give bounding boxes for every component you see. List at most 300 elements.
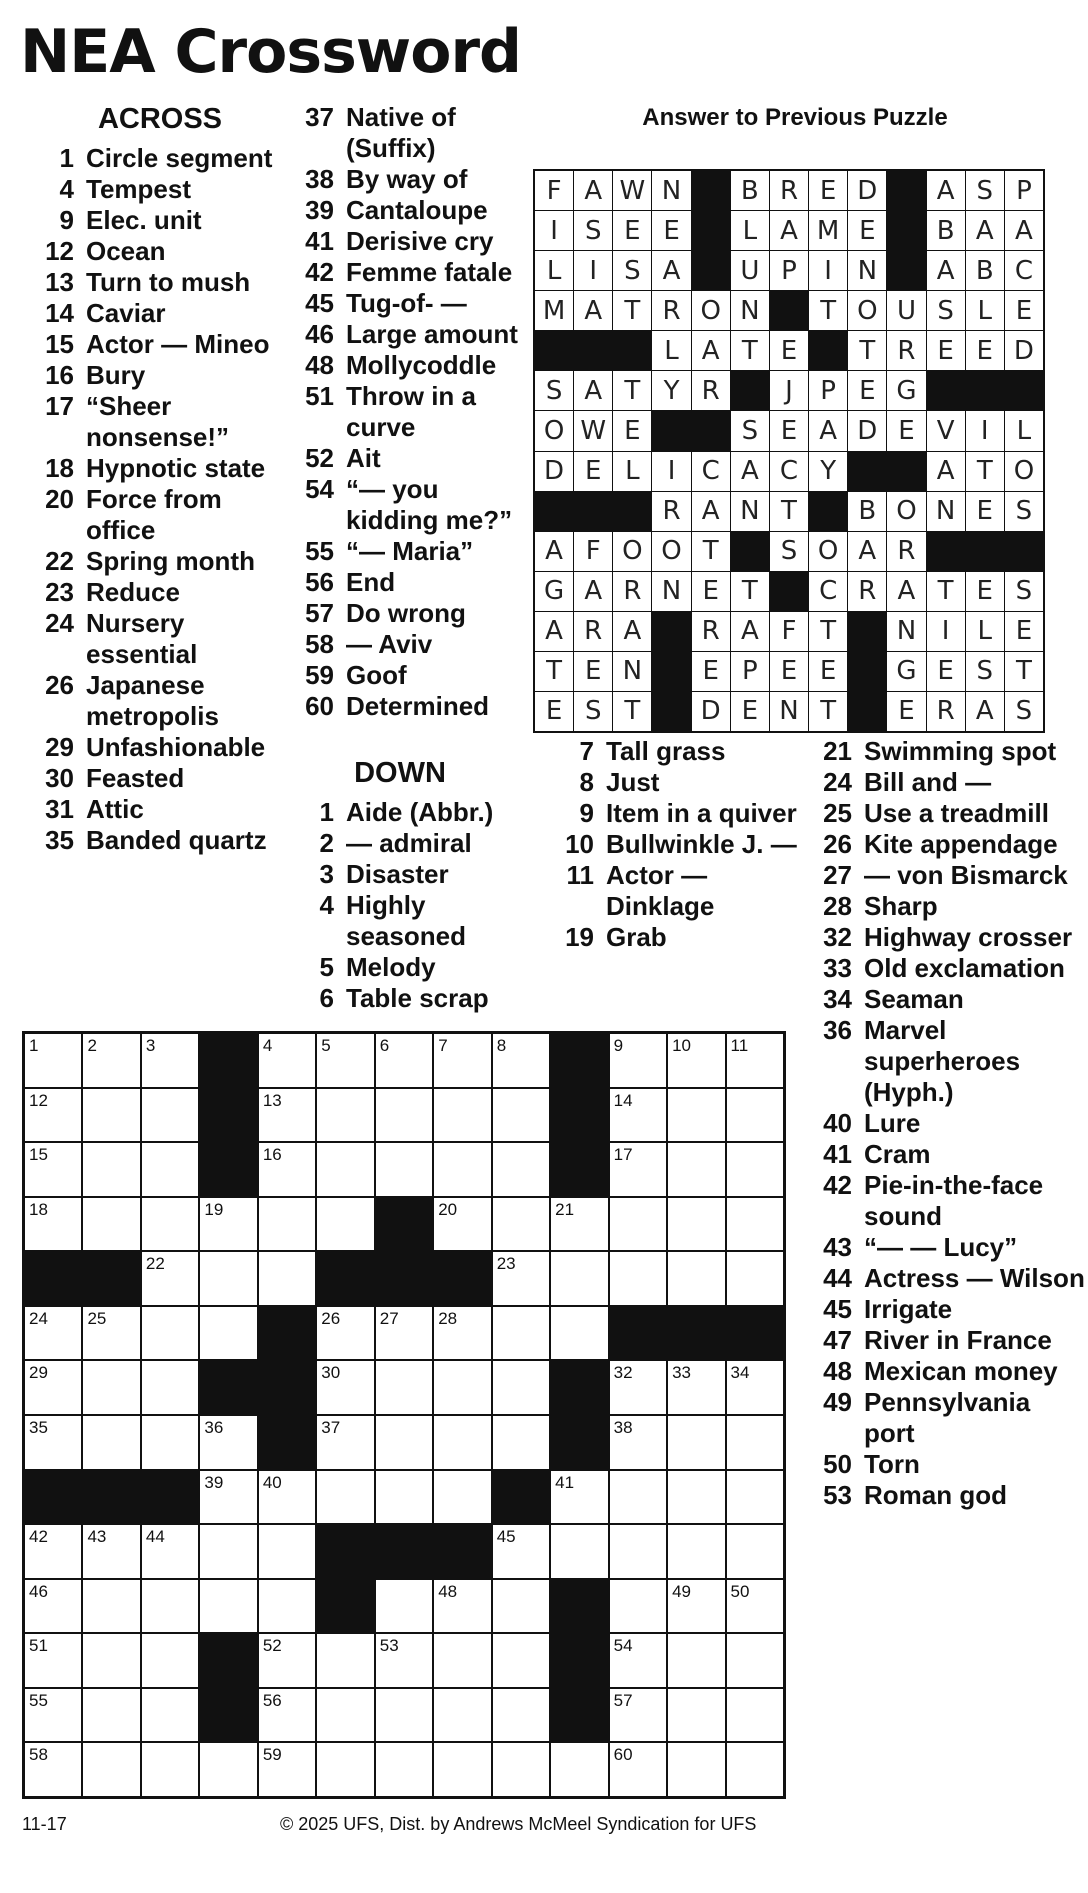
clue-number: 7 bbox=[579, 736, 594, 766]
grid-cell[interactable] bbox=[610, 1143, 666, 1196]
answer-letter-cell: N bbox=[770, 692, 808, 731]
down-clues-col2 bbox=[548, 736, 808, 953]
black-square bbox=[551, 1689, 607, 1742]
grid-cell[interactable] bbox=[142, 1143, 198, 1196]
answer-letter-cell: T bbox=[966, 452, 1004, 491]
grid-cell[interactable] bbox=[668, 1416, 724, 1469]
grid-cell[interactable] bbox=[200, 1416, 256, 1469]
clue-text: Disaster bbox=[346, 859, 449, 889]
grid-cell[interactable] bbox=[727, 1689, 783, 1742]
grid-cell[interactable] bbox=[317, 1634, 373, 1687]
clue-text: “— you kidding me?” bbox=[346, 474, 513, 535]
clue-text: Femme fatale bbox=[346, 257, 513, 287]
cell-number: 8 bbox=[496, 1036, 507, 1055]
grid-cell[interactable] bbox=[727, 1143, 783, 1196]
grid-cell[interactable] bbox=[668, 1252, 724, 1305]
grid-cell[interactable] bbox=[493, 1143, 549, 1196]
grid-cell[interactable] bbox=[551, 1471, 607, 1524]
clue-item[interactable] bbox=[288, 288, 538, 319]
answer-letter-cell: P bbox=[731, 652, 769, 691]
clue-number: 59 bbox=[305, 660, 334, 690]
grid-cell[interactable] bbox=[259, 1143, 315, 1196]
clue-item[interactable] bbox=[806, 1263, 1086, 1294]
grid-cell[interactable] bbox=[317, 1689, 373, 1742]
answer-letter-cell: I bbox=[927, 612, 965, 651]
grid-cell[interactable] bbox=[376, 1143, 432, 1196]
clue-item[interactable] bbox=[288, 983, 538, 1014]
clue-text: Actress — Wilson bbox=[864, 1263, 1085, 1293]
grid-cell[interactable] bbox=[668, 1143, 724, 1196]
grid-cell[interactable] bbox=[259, 1689, 315, 1742]
grid-cell[interactable] bbox=[610, 1689, 666, 1742]
grid-cell[interactable] bbox=[434, 1034, 490, 1087]
answer-letter-cell: S bbox=[731, 411, 769, 450]
grid-cell[interactable] bbox=[610, 1634, 666, 1687]
grid-cell[interactable] bbox=[551, 1525, 607, 1578]
answer-letter-cell: E bbox=[613, 211, 651, 250]
clue-item[interactable] bbox=[806, 1480, 1086, 1511]
clue-number: 12 bbox=[45, 236, 74, 266]
grid-cell[interactable] bbox=[610, 1361, 666, 1414]
grid-cell[interactable] bbox=[493, 1034, 549, 1087]
clue-item[interactable] bbox=[548, 922, 808, 953]
clue-number: 13 bbox=[45, 267, 74, 297]
clue-number: 4 bbox=[59, 174, 74, 204]
grid-cell[interactable] bbox=[317, 1307, 373, 1360]
grid-cell[interactable] bbox=[142, 1525, 198, 1578]
grid-cell[interactable] bbox=[434, 1471, 490, 1524]
clue-text: Native of (Suffix) bbox=[346, 102, 456, 163]
grid-cell[interactable] bbox=[83, 1743, 139, 1796]
clue-item[interactable] bbox=[288, 952, 538, 983]
clue-item[interactable] bbox=[806, 953, 1086, 984]
grid-cell[interactable] bbox=[376, 1034, 432, 1087]
grid-cell[interactable] bbox=[668, 1089, 724, 1142]
clue-item[interactable] bbox=[806, 1294, 1086, 1325]
grid-cell[interactable] bbox=[83, 1416, 139, 1469]
answer-black-square bbox=[692, 171, 730, 210]
grid-cell[interactable] bbox=[25, 1525, 81, 1578]
answer-letter-cell: L bbox=[613, 452, 651, 491]
clue-item[interactable] bbox=[28, 763, 298, 794]
grid-cell[interactable] bbox=[376, 1416, 432, 1469]
answer-letter-cell: O bbox=[1005, 452, 1043, 491]
grid-cell[interactable] bbox=[493, 1361, 549, 1414]
clue-item[interactable] bbox=[806, 1387, 1086, 1449]
black-square bbox=[551, 1634, 607, 1687]
grid-cell[interactable] bbox=[610, 1252, 666, 1305]
clue-item[interactable] bbox=[28, 205, 298, 236]
clue-item[interactable] bbox=[548, 736, 808, 767]
grid-cell[interactable] bbox=[142, 1580, 198, 1633]
grid-cell[interactable] bbox=[83, 1198, 139, 1251]
answer-black-square bbox=[652, 692, 690, 731]
grid-cell[interactable] bbox=[142, 1034, 198, 1087]
clue-item[interactable] bbox=[28, 577, 298, 608]
grid-cell[interactable] bbox=[610, 1743, 666, 1796]
grid-cell[interactable] bbox=[376, 1089, 432, 1142]
grid-cell[interactable] bbox=[493, 1089, 549, 1142]
clue-item[interactable] bbox=[288, 859, 538, 890]
grid-cell[interactable] bbox=[376, 1361, 432, 1414]
grid-cell[interactable] bbox=[142, 1089, 198, 1142]
clue-item[interactable] bbox=[806, 1325, 1086, 1356]
grid-cell[interactable] bbox=[83, 1634, 139, 1687]
clue-item[interactable] bbox=[288, 319, 538, 350]
cell-number: 48 bbox=[438, 1581, 458, 1601]
grid-cell[interactable] bbox=[25, 1416, 81, 1469]
clue-item[interactable] bbox=[288, 567, 538, 598]
clue-number: 10 bbox=[565, 829, 594, 859]
clue-text: Marvel superheroes (Hyph.) bbox=[864, 1015, 1021, 1107]
answer-black-square bbox=[887, 171, 925, 210]
answer-letter-cell: P bbox=[1005, 171, 1043, 210]
grid-cell[interactable] bbox=[727, 1580, 783, 1633]
answer-letter-cell: E bbox=[692, 652, 730, 691]
answer-black-square bbox=[927, 371, 965, 410]
grid-cell[interactable] bbox=[259, 1089, 315, 1142]
grid-cell[interactable] bbox=[376, 1580, 432, 1633]
clue-item[interactable] bbox=[28, 174, 298, 205]
grid-cell[interactable] bbox=[668, 1634, 724, 1687]
clue-item[interactable] bbox=[548, 829, 808, 860]
grid-cell[interactable] bbox=[25, 1307, 81, 1360]
clue-item[interactable] bbox=[288, 102, 538, 164]
clue-item[interactable] bbox=[28, 608, 298, 670]
grid-cell[interactable] bbox=[200, 1252, 256, 1305]
grid-cell[interactable] bbox=[142, 1689, 198, 1742]
grid-cell[interactable] bbox=[83, 1307, 139, 1360]
grid-cell[interactable] bbox=[434, 1416, 490, 1469]
answer-letter-cell: G bbox=[535, 572, 573, 611]
clue-item[interactable] bbox=[28, 453, 298, 484]
clue-item[interactable] bbox=[806, 1139, 1086, 1170]
clue-item[interactable] bbox=[806, 1170, 1086, 1232]
grid-cell[interactable] bbox=[259, 1252, 315, 1305]
grid-cell[interactable] bbox=[259, 1580, 315, 1633]
grid-cell[interactable] bbox=[727, 1034, 783, 1087]
clue-item[interactable] bbox=[806, 736, 1086, 767]
grid-cell[interactable] bbox=[317, 1416, 373, 1469]
grid-cell[interactable] bbox=[727, 1743, 783, 1796]
grid-cell[interactable] bbox=[142, 1634, 198, 1687]
clue-item[interactable] bbox=[28, 794, 298, 825]
clue-item[interactable] bbox=[288, 660, 538, 691]
answer-letter-cell: A bbox=[966, 211, 1004, 250]
clue-number: 2 bbox=[319, 828, 334, 858]
grid-cell[interactable] bbox=[493, 1198, 549, 1251]
answer-black-square bbox=[574, 492, 612, 531]
clue-item[interactable] bbox=[288, 828, 538, 859]
cell-number: 46 bbox=[29, 1581, 48, 1601]
clue-item[interactable] bbox=[28, 267, 298, 298]
clue-item[interactable] bbox=[806, 891, 1086, 922]
grid-cell[interactable] bbox=[610, 1580, 666, 1633]
grid-cell[interactable] bbox=[727, 1089, 783, 1142]
clue-number: 50 bbox=[823, 1449, 852, 1479]
grid-cell[interactable] bbox=[610, 1471, 666, 1524]
grid-cell[interactable] bbox=[25, 1034, 81, 1087]
across-clues-col2 bbox=[288, 102, 538, 722]
black-square bbox=[376, 1525, 432, 1578]
grid-cell[interactable] bbox=[551, 1198, 607, 1251]
grid-cell[interactable] bbox=[668, 1198, 724, 1251]
grid-cell[interactable] bbox=[83, 1361, 139, 1414]
grid-cell[interactable] bbox=[493, 1416, 549, 1469]
answer-letter-cell: I bbox=[652, 452, 690, 491]
clue-item[interactable] bbox=[28, 360, 298, 391]
clue-item[interactable] bbox=[28, 484, 298, 546]
answer-letter-cell: R bbox=[652, 291, 690, 330]
grid-cell[interactable] bbox=[142, 1743, 198, 1796]
grid-cell[interactable] bbox=[83, 1525, 139, 1578]
clue-item[interactable] bbox=[288, 691, 538, 722]
clue-item[interactable] bbox=[548, 860, 808, 922]
clue-item[interactable] bbox=[28, 546, 298, 577]
clue-item[interactable] bbox=[806, 984, 1086, 1015]
cell-number: 41 bbox=[555, 1472, 575, 1492]
clue-item[interactable] bbox=[806, 1015, 1086, 1108]
grid-cell[interactable] bbox=[142, 1252, 198, 1305]
answer-letter-cell: Y bbox=[652, 371, 690, 410]
clue-number: 37 bbox=[305, 102, 334, 132]
clue-text: End bbox=[346, 567, 396, 597]
grid-cell[interactable] bbox=[83, 1034, 139, 1087]
grid-cell[interactable] bbox=[434, 1143, 490, 1196]
grid-cell[interactable] bbox=[259, 1634, 315, 1687]
grid-cell[interactable] bbox=[142, 1361, 198, 1414]
grid-cell[interactable] bbox=[493, 1743, 549, 1796]
grid-cell[interactable] bbox=[668, 1689, 724, 1742]
grid-cell[interactable] bbox=[200, 1580, 256, 1633]
clue-item[interactable] bbox=[806, 1356, 1086, 1387]
answer-letter-cell: I bbox=[574, 251, 612, 290]
grid-cell[interactable] bbox=[25, 1689, 81, 1742]
grid-cell[interactable] bbox=[493, 1580, 549, 1633]
clue-text: Roman god bbox=[864, 1480, 1007, 1510]
answer-letter-cell: R bbox=[692, 371, 730, 410]
grid-cell[interactable] bbox=[610, 1525, 666, 1578]
grid-cell[interactable] bbox=[376, 1689, 432, 1742]
grid-cell[interactable] bbox=[610, 1089, 666, 1142]
clue-item[interactable] bbox=[28, 329, 298, 360]
grid-cell[interactable] bbox=[668, 1361, 724, 1414]
clue-number: 41 bbox=[823, 1139, 852, 1169]
grid-cell[interactable] bbox=[727, 1416, 783, 1469]
grid-cell[interactable] bbox=[493, 1307, 549, 1360]
grid-cell[interactable] bbox=[551, 1252, 607, 1305]
grid-cell[interactable] bbox=[83, 1089, 139, 1142]
clue-number: 41 bbox=[305, 226, 334, 256]
grid-cell[interactable] bbox=[83, 1689, 139, 1742]
grid-cell[interactable] bbox=[610, 1416, 666, 1469]
clue-item[interactable] bbox=[288, 164, 538, 195]
grid-cell[interactable] bbox=[434, 1089, 490, 1142]
grid-cell[interactable] bbox=[317, 1361, 373, 1414]
grid-cell[interactable] bbox=[434, 1361, 490, 1414]
grid-cell[interactable] bbox=[668, 1525, 724, 1578]
clue-text: Force from office bbox=[86, 484, 222, 545]
grid-cell[interactable] bbox=[259, 1034, 315, 1087]
clue-item[interactable] bbox=[288, 195, 538, 226]
grid-cell[interactable] bbox=[668, 1471, 724, 1524]
answer-black-square bbox=[652, 652, 690, 691]
cell-number: 42 bbox=[29, 1527, 48, 1547]
clue-item[interactable] bbox=[288, 629, 538, 660]
clue-text: Large amount bbox=[346, 319, 518, 349]
grid-cell[interactable] bbox=[727, 1361, 783, 1414]
clue-item[interactable] bbox=[806, 860, 1086, 891]
grid-cell[interactable] bbox=[83, 1580, 139, 1633]
clue-item[interactable] bbox=[806, 767, 1086, 798]
clue-text: Throw in a curve bbox=[346, 381, 476, 442]
grid-cell[interactable] bbox=[317, 1471, 373, 1524]
clue-text: Mexican money bbox=[864, 1356, 1058, 1386]
clue-number: 42 bbox=[305, 257, 334, 287]
clue-item[interactable] bbox=[28, 391, 298, 453]
grid-cell[interactable] bbox=[142, 1198, 198, 1251]
black-square bbox=[610, 1307, 666, 1360]
grid-cell[interactable] bbox=[200, 1198, 256, 1251]
answer-letter-cell: L bbox=[1005, 411, 1043, 450]
grid-cell[interactable] bbox=[200, 1307, 256, 1360]
clue-item[interactable] bbox=[288, 381, 538, 443]
grid-cell[interactable] bbox=[493, 1252, 549, 1305]
grid-cell[interactable] bbox=[727, 1252, 783, 1305]
grid-cell[interactable] bbox=[727, 1525, 783, 1578]
clue-item[interactable] bbox=[28, 732, 298, 763]
grid-cell[interactable] bbox=[142, 1416, 198, 1469]
grid-cell[interactable] bbox=[317, 1034, 373, 1087]
grid-cell[interactable] bbox=[25, 1580, 81, 1633]
grid-cell[interactable] bbox=[259, 1743, 315, 1796]
grid-cell[interactable] bbox=[727, 1471, 783, 1524]
grid-cell[interactable] bbox=[376, 1743, 432, 1796]
clue-item[interactable] bbox=[806, 1232, 1086, 1263]
grid-cell[interactable] bbox=[610, 1034, 666, 1087]
grid-cell[interactable] bbox=[200, 1525, 256, 1578]
black-square bbox=[434, 1252, 490, 1305]
grid-cell[interactable] bbox=[434, 1307, 490, 1360]
answer-letter-cell: E bbox=[927, 652, 965, 691]
answer-black-square bbox=[535, 331, 573, 370]
clue-item[interactable] bbox=[28, 670, 298, 732]
answer-black-square bbox=[887, 452, 925, 491]
grid-cell[interactable] bbox=[200, 1743, 256, 1796]
grid-cell[interactable] bbox=[317, 1743, 373, 1796]
grid-cell[interactable] bbox=[727, 1198, 783, 1251]
grid-cell[interactable] bbox=[259, 1471, 315, 1524]
grid-cell[interactable] bbox=[25, 1743, 81, 1796]
grid-cell[interactable] bbox=[434, 1580, 490, 1633]
clue-item[interactable] bbox=[28, 825, 298, 856]
clue-number: 15 bbox=[45, 329, 74, 359]
clue-item[interactable] bbox=[806, 1449, 1086, 1480]
cell-number: 59 bbox=[262, 1745, 282, 1765]
clue-item[interactable] bbox=[806, 829, 1086, 860]
answer-letter-cell: B bbox=[927, 211, 965, 250]
answer-black-square bbox=[770, 291, 808, 330]
grid-cell[interactable] bbox=[727, 1634, 783, 1687]
clue-number: 16 bbox=[45, 360, 74, 390]
grid-cell[interactable] bbox=[668, 1743, 724, 1796]
clue-item[interactable] bbox=[548, 798, 808, 829]
grid-cell[interactable] bbox=[259, 1525, 315, 1578]
grid-cell[interactable] bbox=[610, 1198, 666, 1251]
clue-item[interactable] bbox=[288, 474, 538, 536]
grid-cell[interactable] bbox=[317, 1089, 373, 1142]
grid-cell[interactable] bbox=[434, 1634, 490, 1687]
clue-item[interactable] bbox=[806, 798, 1086, 829]
clue-item[interactable] bbox=[288, 443, 538, 474]
grid-cell[interactable] bbox=[434, 1198, 490, 1251]
clue-item[interactable] bbox=[288, 226, 538, 257]
clue-number: 4 bbox=[319, 890, 334, 920]
grid-cell[interactable] bbox=[668, 1034, 724, 1087]
grid-cell[interactable] bbox=[493, 1525, 549, 1578]
grid-cell[interactable] bbox=[376, 1307, 432, 1360]
grid-cell[interactable] bbox=[259, 1198, 315, 1251]
answer-letter-cell: T bbox=[770, 492, 808, 531]
answer-letter-cell: N bbox=[731, 492, 769, 531]
clue-item[interactable] bbox=[548, 767, 808, 798]
clue-item[interactable] bbox=[806, 1108, 1086, 1139]
clue-item[interactable] bbox=[28, 298, 298, 329]
grid-cell[interactable] bbox=[434, 1689, 490, 1742]
answer-letter-cell: S bbox=[966, 652, 1004, 691]
crossword-grid[interactable] bbox=[22, 1031, 786, 1799]
grid-cell[interactable] bbox=[200, 1471, 256, 1524]
clue-text: Tall grass bbox=[606, 736, 726, 766]
grid-cell[interactable] bbox=[83, 1143, 139, 1196]
grid-cell[interactable] bbox=[376, 1634, 432, 1687]
clue-item[interactable] bbox=[288, 350, 538, 381]
grid-cell[interactable] bbox=[25, 1089, 81, 1142]
answer-letter-cell: I bbox=[535, 211, 573, 250]
clue-item[interactable] bbox=[806, 922, 1086, 953]
clue-number: 8 bbox=[579, 767, 594, 797]
black-square bbox=[434, 1525, 490, 1578]
cell-number: 55 bbox=[29, 1690, 48, 1710]
grid-cell[interactable] bbox=[317, 1143, 373, 1196]
clue-item[interactable] bbox=[28, 236, 298, 267]
clue-text: Banded quartz bbox=[86, 825, 267, 855]
grid-cell[interactable] bbox=[25, 1143, 81, 1196]
clue-item[interactable] bbox=[28, 143, 298, 174]
clue-item[interactable] bbox=[288, 797, 538, 828]
grid-cell[interactable] bbox=[551, 1307, 607, 1360]
clue-item[interactable] bbox=[288, 890, 538, 952]
grid-cell[interactable] bbox=[493, 1634, 549, 1687]
clue-item[interactable] bbox=[288, 598, 538, 629]
clue-item[interactable] bbox=[288, 257, 538, 288]
grid-cell[interactable] bbox=[142, 1307, 198, 1360]
grid-cell[interactable] bbox=[25, 1198, 81, 1251]
clue-item[interactable] bbox=[288, 536, 538, 567]
clue-text: “— — Lucy” bbox=[864, 1232, 1018, 1262]
grid-cell[interactable] bbox=[551, 1743, 607, 1796]
grid-cell[interactable] bbox=[317, 1198, 373, 1251]
grid-cell[interactable] bbox=[493, 1689, 549, 1742]
grid-cell[interactable] bbox=[25, 1634, 81, 1687]
cell-number: 6 bbox=[379, 1036, 390, 1055]
grid-cell[interactable] bbox=[25, 1361, 81, 1414]
answer-letter-cell: S bbox=[927, 291, 965, 330]
clue-text: Ocean bbox=[86, 236, 166, 266]
grid-cell[interactable] bbox=[668, 1580, 724, 1633]
grid-cell[interactable] bbox=[434, 1743, 490, 1796]
grid-cell[interactable] bbox=[376, 1471, 432, 1524]
